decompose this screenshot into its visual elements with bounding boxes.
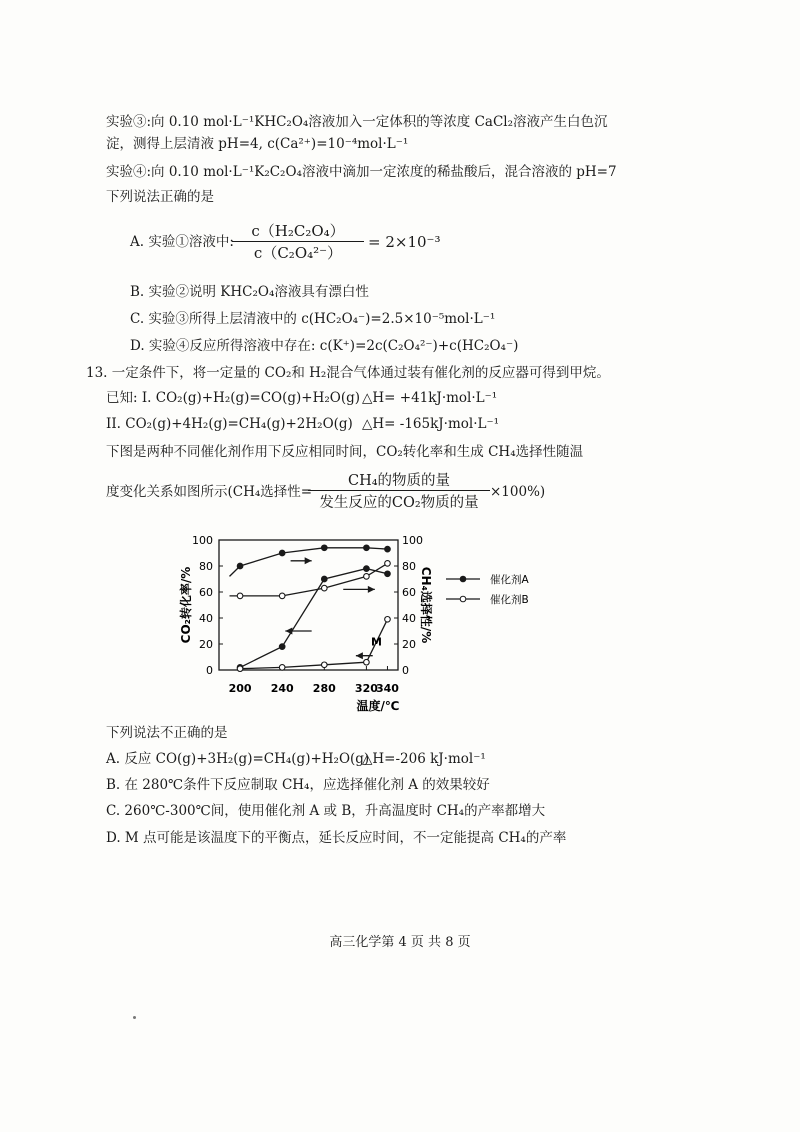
q12-option-c: C. 实验③所得上层清液中的 c(HC₂O₄⁻)=2.5×10⁻⁵mol·L⁻¹ bbox=[130, 311, 496, 327]
series-point-3 bbox=[364, 659, 370, 665]
q13-option-d: D. M 点可能是该温度下的平衡点，延长反应时间，不一定能提高 CH₄的产率 bbox=[106, 830, 567, 846]
y-tick-label-right: 40 bbox=[402, 612, 416, 625]
q13-dh-2: △H= -165kJ·mol·L⁻¹ bbox=[362, 416, 500, 432]
q12-option-b: B. 实验②说明 KHC₂O₄溶液具有漂白性 bbox=[130, 284, 369, 300]
q12-option-a-prefix: A. 实验①溶液中: bbox=[130, 234, 234, 250]
series-point-1 bbox=[279, 593, 285, 599]
q12-option-a-result: = 2×10⁻³ bbox=[368, 233, 441, 251]
exp4-line: 实验④:向 0.10 mol·L⁻¹K₂C₂O₄溶液中滴加一定浓度的稀盐酸后，混合溶液的 pH=7 bbox=[106, 164, 617, 180]
x-tick-label: 200 bbox=[228, 682, 252, 695]
series-point-0 bbox=[364, 545, 370, 551]
q12-a-denominator: c（C₂O₄²⁻） bbox=[232, 241, 364, 263]
series-point-0 bbox=[321, 545, 327, 551]
series-point-0 bbox=[237, 563, 243, 569]
y-tick-label-left: 0 bbox=[206, 664, 213, 677]
series-point-1 bbox=[237, 593, 243, 599]
y-tick-label-right: 60 bbox=[402, 586, 416, 599]
page-footer: 高三化学第 4 页 共 8 页 bbox=[329, 935, 471, 950]
selectivity-denominator: 发生反应的CO₂物质的量 bbox=[308, 490, 490, 512]
y-tick-label-left: 20 bbox=[199, 638, 213, 651]
legend-marker-0 bbox=[460, 576, 466, 582]
legend-label-0: 催化剂A bbox=[490, 574, 529, 586]
axis-arrowhead-1 bbox=[368, 586, 375, 593]
series-point-0 bbox=[385, 546, 391, 552]
q13-stem-2: 下列说法不正确的是 bbox=[106, 725, 228, 741]
q13-stem: 13. 一定条件下，将一定量的 CO₂和 H₂混合气体通过装有催化剂的反应器可得到甲烷。 bbox=[86, 365, 610, 381]
q12-option-d: D. 实验④反应所得溶液中存在: c(K⁺)=2c(C₂O₄²⁻)+c(HC₂O₄⁻) bbox=[130, 338, 519, 354]
x-axis-label: 温度/℃ bbox=[356, 699, 400, 713]
y-tick-label-right: 0 bbox=[402, 664, 409, 677]
exp3-line-2: 淀，测得上层清液 pH=4, c(Ca²⁺)=10⁻⁴mol·L⁻¹ bbox=[106, 136, 409, 152]
legend-marker-1 bbox=[460, 596, 466, 602]
series-point-3 bbox=[237, 666, 243, 672]
y-axis-left-label: CO₂转化率/% bbox=[179, 566, 193, 644]
series-point-1 bbox=[321, 585, 327, 591]
q13-description-1: 下图是两种不同催化剂作用下反应相同时间，CO₂转化率和生成 CH₄选择性随温 bbox=[106, 444, 584, 460]
scan-speck bbox=[133, 1016, 136, 1019]
legend-label-1: 催化剂B bbox=[490, 594, 529, 606]
selectivity-numerator: CH₄的物质的量 bbox=[347, 473, 451, 489]
q12-a-numerator: c（H₂C₂O₄） bbox=[251, 222, 345, 240]
series-point-2 bbox=[364, 566, 370, 572]
series-point-3 bbox=[321, 662, 327, 668]
series-point-1 bbox=[385, 561, 391, 567]
q13-option-a: A. 反应 CO(g)+3H₂(g)=CH₄(g)+H₂O(g) bbox=[106, 751, 370, 767]
y-tick-label-left: 40 bbox=[199, 612, 213, 625]
q13-dh-1: △H= +41kJ·mol·L⁻¹ bbox=[362, 390, 498, 406]
q13-description-2: 度变化关系如图所示(CH₄选择性= bbox=[106, 484, 313, 500]
q13-option-a-dh: △H=-206 kJ·mol⁻¹ bbox=[362, 751, 486, 767]
y-axis-right-label: CH₄选择性/% bbox=[419, 566, 433, 644]
q13-reaction-2: II. CO₂(g)+4H₂(g)=CH₄(g)+2H₂O(g) bbox=[106, 416, 353, 432]
y-tick-label-left: 60 bbox=[199, 586, 213, 599]
y-tick-label-right: 100 bbox=[402, 534, 423, 547]
y-tick-label-right: 80 bbox=[402, 560, 416, 573]
series-point-3 bbox=[385, 617, 391, 623]
series-point-2 bbox=[385, 571, 391, 577]
q13-reaction-1: 已知: Ⅰ. CO₂(g)+H₂(g)=CO(g)+H₂O(g) bbox=[106, 390, 361, 406]
series-point-2 bbox=[279, 644, 285, 650]
m-point-label: M bbox=[370, 635, 382, 649]
series-line-2 bbox=[240, 569, 387, 668]
x-tick-label: 340 bbox=[375, 682, 399, 695]
q13-option-c: C. 260℃-300℃间，使用催化剂 A 或 B，升高温度时 CH₄的产率都增大 bbox=[106, 803, 546, 819]
x-tick-label: 320 bbox=[354, 682, 378, 695]
axis-arrowhead-2 bbox=[285, 628, 292, 635]
y-tick-label-left: 80 bbox=[199, 560, 213, 573]
axis-arrowhead-3 bbox=[356, 652, 363, 659]
q12-stem: 下列说法正确的是 bbox=[106, 189, 214, 205]
series-point-3 bbox=[279, 665, 285, 671]
selectivity-suffix: ×100%) bbox=[490, 484, 546, 500]
y-tick-label-right: 20 bbox=[402, 638, 416, 651]
series-point-1 bbox=[364, 574, 370, 580]
q13-option-b: B. 在 280℃条件下反应制取 CH₄，应选择催化剂 A 的效果较好 bbox=[106, 777, 490, 793]
x-tick-label: 280 bbox=[312, 682, 336, 695]
exp3-line-1: 实验③:向 0.10 mol·L⁻¹KHC₂O₄溶液加入一定体积的等浓度 CaCl₂溶液产生白色沉 bbox=[106, 114, 608, 130]
axis-arrowhead-0 bbox=[305, 557, 312, 564]
y-tick-label-left: 100 bbox=[192, 534, 213, 547]
series-point-2 bbox=[321, 576, 327, 582]
series-point-0 bbox=[279, 550, 285, 556]
x-tick-label: 240 bbox=[270, 682, 294, 695]
